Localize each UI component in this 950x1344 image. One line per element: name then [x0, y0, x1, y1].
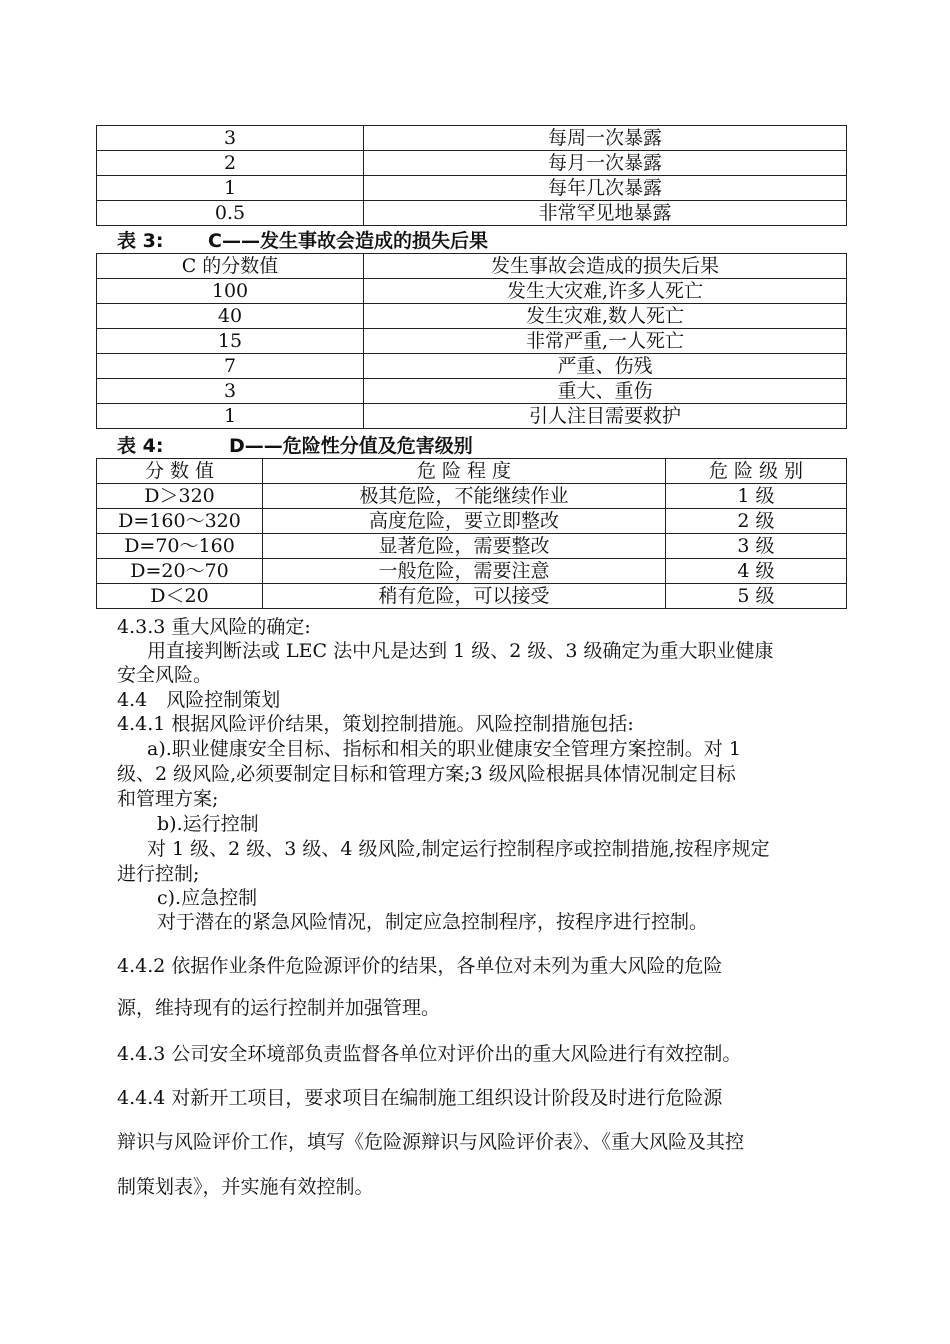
- paragraph-line: 进行控制;: [117, 863, 200, 885]
- paragraph-line: 对于潜在的紧急风险情况，制定应急控制程序，按程序进行控制。: [157, 911, 709, 933]
- table-row: [97, 379, 847, 404]
- table-cell: 15: [97, 329, 364, 354]
- column-header: C 的分数值: [97, 254, 364, 279]
- paragraph-line: 制策划表》，并实施有效控制。: [117, 1176, 374, 1198]
- table-cell: 7: [97, 354, 364, 379]
- table-row: [97, 534, 847, 559]
- table-row: [97, 404, 847, 429]
- table-cell: 引人注目需要救护: [364, 404, 847, 429]
- table3-title: C——发生事故会造成的损失后果: [208, 230, 488, 252]
- table-cell: 极其危险，不能继续作业: [263, 484, 666, 509]
- paragraph-line: 4.4.1 根据风险评价结果，策划控制措施。风险控制措施包括:: [117, 713, 634, 735]
- table-cell: 非常严重,一人死亡: [364, 329, 847, 354]
- table-cell: 100: [97, 279, 364, 304]
- table-loss-consequence: [96, 253, 847, 429]
- table-danger-level: [96, 458, 847, 609]
- table4-caption: [117, 435, 473, 457]
- table-cell: 3: [97, 379, 364, 404]
- paragraph-line: 4.4.4 对新开工项目，要求项目在编制施工组织设计阶段及时进行危险源: [117, 1087, 723, 1109]
- table-row: [97, 279, 847, 304]
- table-cell: 重大、重伤: [364, 379, 847, 404]
- table-row: [97, 126, 847, 151]
- table-cell: 每周一次暴露: [364, 126, 847, 151]
- table-cell: 稍有危险，可以接受: [263, 584, 666, 609]
- table-cell: 1 级: [666, 484, 847, 509]
- table3-label: 表 3:: [117, 230, 164, 252]
- table-header-row: [97, 459, 847, 484]
- column-header: 发生事故会造成的损失后果: [364, 254, 847, 279]
- table-row: [97, 354, 847, 379]
- table-cell: 40: [97, 304, 364, 329]
- column-header: 危 险 级 别: [666, 459, 847, 484]
- table-cell: 发生灾难,数人死亡: [364, 304, 847, 329]
- table-cell: 高度危险，要立即整改: [263, 509, 666, 534]
- paragraph-line: 源，维持现有的运行控制并加强管理。: [117, 997, 441, 1019]
- table-cell: 1: [97, 176, 364, 201]
- paragraph-line: c).应急控制: [157, 887, 258, 909]
- table-cell: 3: [97, 126, 364, 151]
- table4-label: 表 4:: [117, 435, 164, 457]
- table-cell: D=160～320: [97, 509, 263, 534]
- table-cell: 显著危险，需要整改: [263, 534, 666, 559]
- table-cell: 2 级: [666, 509, 847, 534]
- table-cell: D=70～160: [97, 534, 263, 559]
- paragraph-line: 4.4.3 公司安全环境部负责监督各单位对评价出的重大风险进行有效控制。: [117, 1043, 742, 1065]
- paragraph-line: 对 1 级、2 级、3 级、4 级风险,制定运行控制程序或控制措施,按程序规定: [147, 838, 770, 860]
- table-row: [97, 329, 847, 354]
- table-cell: 3 级: [666, 534, 847, 559]
- column-header: 危 险 程 度: [263, 459, 666, 484]
- table-cell: 5 级: [666, 584, 847, 609]
- table-row: [97, 176, 847, 201]
- table-cell: D＞320: [97, 484, 263, 509]
- section-heading: 4.4 风险控制策划: [117, 689, 281, 711]
- table-row: [97, 484, 847, 509]
- table-row: [97, 201, 847, 226]
- table4-title: D——危险性分值及危害级别: [229, 435, 473, 457]
- table-row: [97, 151, 847, 176]
- table-cell: D=20～70: [97, 559, 263, 584]
- table-row: [97, 304, 847, 329]
- table-cell: 0.5: [97, 201, 364, 226]
- table-cell: 一般危险，需要注意: [263, 559, 666, 584]
- table-cell: 发生大灾难,许多人死亡: [364, 279, 847, 304]
- paragraph-line: 安全风险。: [117, 664, 213, 686]
- table-row: [97, 509, 847, 534]
- table3-caption: [117, 230, 488, 252]
- table-cell: 每年几次暴露: [364, 176, 847, 201]
- paragraph-line: 4.4.2 依据作业条件危险源评价的结果，各单位对未列为重大风险的危险: [117, 955, 723, 977]
- paragraph-line: 级、2 级风险,必须要制定目标和管理方案;3 级风险根据具体情况制定目标: [117, 763, 736, 785]
- table-cell: 非常罕见地暴露: [364, 201, 847, 226]
- table-cell: 4 级: [666, 559, 847, 584]
- table-exposure-frequency: [96, 125, 847, 226]
- paragraph-line: 辩识与风险评价工作，填写《危险源辩识与风险评价表》、《重大风险及其控: [117, 1131, 745, 1153]
- table-row: [97, 584, 847, 609]
- paragraph-line: 和管理方案;: [117, 788, 219, 810]
- paragraph-line: a).职业健康安全目标、指标和相关的职业健康安全管理方案控制。对 1: [147, 738, 741, 760]
- column-header: 分 数 值: [97, 459, 263, 484]
- paragraph-line: 用直接判断法或 LEC 法中凡是达到 1 级、2 级、3 级确定为重大职业健康: [147, 640, 774, 662]
- paragraph-line: b).运行控制: [157, 813, 259, 835]
- table-header-row: [97, 254, 847, 279]
- table-cell: 1: [97, 404, 364, 429]
- table-row: [97, 559, 847, 584]
- table-cell: 严重、伤残: [364, 354, 847, 379]
- table-cell: 2: [97, 151, 364, 176]
- table-cell: 每月一次暴露: [364, 151, 847, 176]
- paragraph-line: 4.3.3 重大风险的确定:: [117, 616, 311, 638]
- table-cell: D＜20: [97, 584, 263, 609]
